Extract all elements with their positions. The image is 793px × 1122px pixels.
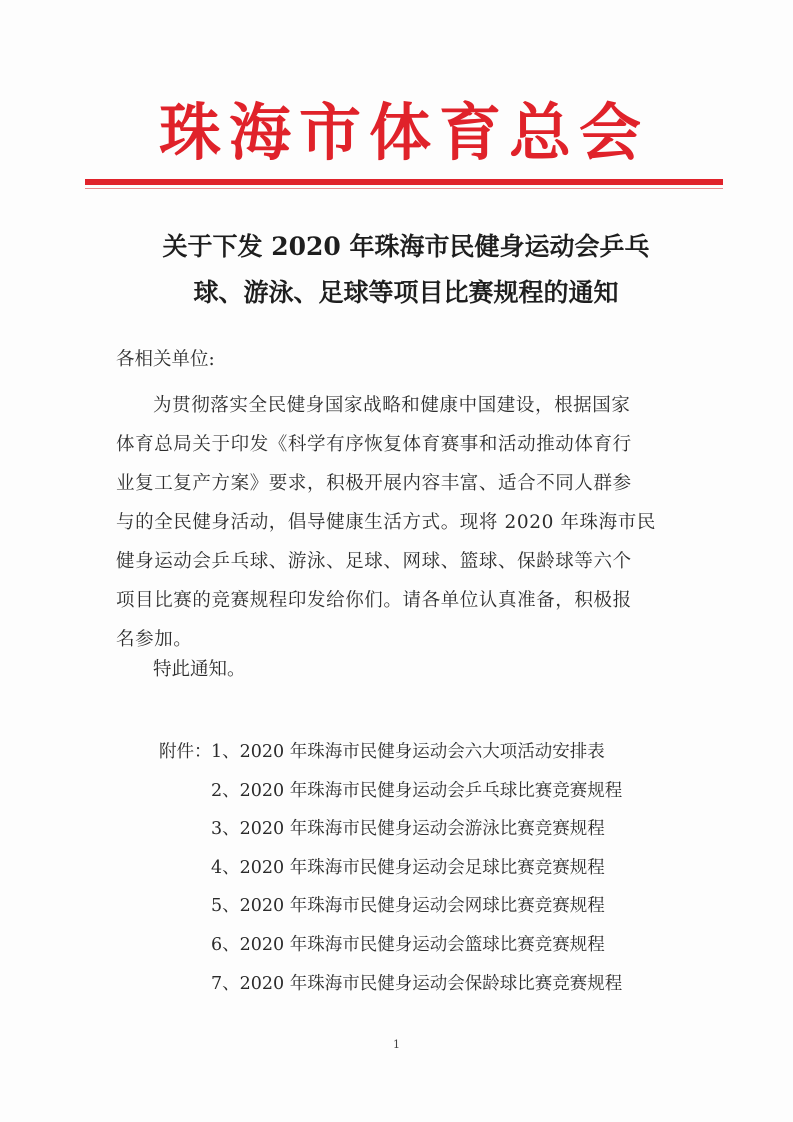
closing-text: 特此通知。 xyxy=(153,659,246,680)
body-paragraph xyxy=(116,386,696,659)
attachment-item xyxy=(159,926,719,965)
organization-header: 珠海市体育总会 xyxy=(158,96,649,169)
attachment-item xyxy=(159,772,719,811)
attachment-text: 6、2020 年珠海市民健身运动会篮球比赛竞赛规程 xyxy=(211,934,605,955)
page-number: 1 xyxy=(393,1038,400,1051)
body-line: 业复工复产方案》要求，积极开展内容丰富、适合不同人群参 xyxy=(116,473,632,494)
document-title xyxy=(96,224,716,316)
red-header-rule-thin xyxy=(85,188,723,189)
attachment-text: 1、2020 年珠海市民健身运动会六大项活动安排表 xyxy=(211,742,605,762)
body-line: 名参加。 xyxy=(116,629,193,650)
body-line: 体育总局关于印发《科学有序恢复体育赛事和活动推动体育行 xyxy=(116,434,632,455)
attachment-item xyxy=(159,887,719,926)
attachment-item xyxy=(159,810,719,849)
attachment-item xyxy=(159,965,719,1004)
red-header-rule xyxy=(85,179,723,185)
body-line: 为贯彻落实全民健身国家战略和健康中国建设，根据国家 xyxy=(153,395,631,416)
attachment-text: 4、2020 年珠海市民健身运动会足球比赛竞赛规程 xyxy=(211,857,605,878)
body-line: 项目比赛的竞赛规程印发给你们。请各单位认真准备，积极报 xyxy=(116,590,632,611)
body-line: 与的全民健身活动，倡导健康生活方式。现将 2020 年珠海市民 xyxy=(116,512,656,533)
attachment-text: 2、2020 年珠海市民健身运动会乒乓球比赛竞赛规程 xyxy=(211,780,623,801)
attachment-item xyxy=(159,733,719,772)
title-line-1: 关于下发 2020 年珠海市民健身运动会乒乓 xyxy=(162,232,650,261)
salutation: 各相关单位: xyxy=(116,349,215,370)
attachments-label: 附件： xyxy=(159,742,212,762)
attachment-text: 3、2020 年珠海市民健身运动会游泳比赛竞赛规程 xyxy=(211,819,605,840)
attachment-text: 7、2020 年珠海市民健身运动会保龄球比赛竞赛规程 xyxy=(211,973,623,994)
body-line: 健身运动会乒乓球、游泳、足球、网球、篮球、保龄球等六个 xyxy=(116,551,632,572)
attachment-text: 5、2020 年珠海市民健身运动会网球比赛竞赛规程 xyxy=(211,896,605,917)
attachments-list xyxy=(159,733,719,1003)
title-line-2: 球、游泳、足球等项目比赛规程的通知 xyxy=(193,278,619,307)
attachment-item xyxy=(159,849,719,888)
